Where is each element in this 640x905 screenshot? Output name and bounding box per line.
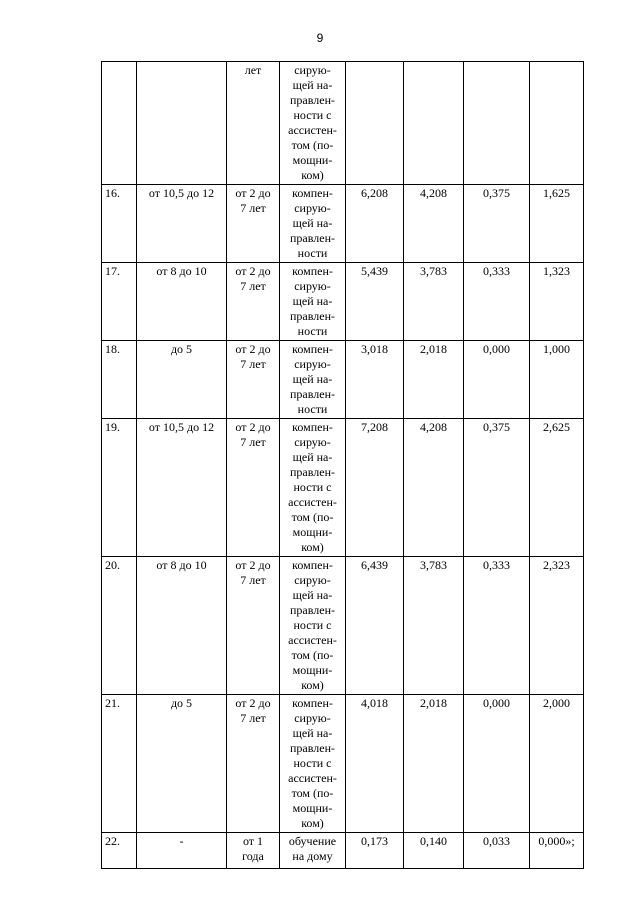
row-number-cell: 20.: [102, 557, 137, 695]
row-number-cell: 16.: [102, 185, 137, 263]
value-cell-1: 6,439: [346, 557, 404, 695]
data-table: [101, 61, 584, 869]
age-range-cell: от 2 до 7 лет: [227, 263, 280, 341]
row-number-cell: [102, 62, 137, 185]
value-cell-1: 3,018: [346, 341, 404, 419]
value-cell-4: [530, 62, 584, 185]
value-cell-4: 2,323: [530, 557, 584, 695]
table-row: [102, 62, 584, 185]
row-number-cell: 17.: [102, 263, 137, 341]
group-type-cell: сирую- щей на- правлен- ности с ассистен- том (по- мощни- ком): [280, 62, 346, 185]
value-cell-1: 7,208: [346, 419, 404, 557]
weight-range-cell: [137, 62, 227, 185]
value-cell-1: 4,018: [346, 695, 404, 833]
table-row: [102, 695, 584, 833]
value-cell-2: 4,208: [404, 185, 464, 263]
value-cell-4: 0,000»;: [530, 833, 584, 869]
table-row: [102, 341, 584, 419]
weight-range-cell: до 5: [137, 695, 227, 833]
value-cell-3: 0,375: [464, 185, 530, 263]
age-range-cell: от 2 до 7 лет: [227, 557, 280, 695]
age-range-cell: от 2 до 7 лет: [227, 341, 280, 419]
weight-range-cell: от 10,5 до 12: [137, 419, 227, 557]
table-row: [102, 557, 584, 695]
value-cell-2: 4,208: [404, 419, 464, 557]
value-cell-3: 0,333: [464, 557, 530, 695]
weight-range-cell: от 8 до 10: [137, 263, 227, 341]
value-cell-2: [404, 62, 464, 185]
value-cell-2: 3,783: [404, 263, 464, 341]
value-cell-2: 0,140: [404, 833, 464, 869]
value-cell-3: 0,000: [464, 341, 530, 419]
weight-range-cell: до 5: [137, 341, 227, 419]
value-cell-4: 1,625: [530, 185, 584, 263]
value-cell-3: 0,333: [464, 263, 530, 341]
group-type-cell: компен- сирую- щей на- правлен- ности с ассистен- том (по- мощни- ком): [280, 695, 346, 833]
age-range-cell: от 2 до 7 лет: [227, 695, 280, 833]
group-type-cell: компен- сирую- щей на- правлен- ности с ассистен- том (по- мощни- ком): [280, 419, 346, 557]
group-type-cell: компен- сирую- щей на- правлен- ности: [280, 341, 346, 419]
value-cell-4: 1,323: [530, 263, 584, 341]
value-cell-1: 5,439: [346, 263, 404, 341]
group-type-cell: обучение на дому: [280, 833, 346, 869]
value-cell-2: 3,783: [404, 557, 464, 695]
table-row: [102, 185, 584, 263]
value-cell-3: 0,000: [464, 695, 530, 833]
age-range-cell: лет: [227, 62, 280, 185]
row-number-cell: 22.: [102, 833, 137, 869]
table-row: [102, 263, 584, 341]
row-number-cell: 21.: [102, 695, 137, 833]
value-cell-1: 6,208: [346, 185, 404, 263]
group-type-cell: компен- сирую- щей на- правлен- ности с ассистен- том (по- мощни- ком): [280, 557, 346, 695]
row-number-cell: 19.: [102, 419, 137, 557]
weight-range-cell: от 10,5 до 12: [137, 185, 227, 263]
value-cell-2: 2,018: [404, 341, 464, 419]
value-cell-3: [464, 62, 530, 185]
table-row: [102, 833, 584, 869]
value-cell-1: [346, 62, 404, 185]
table-row: [102, 419, 584, 557]
weight-range-cell: от 8 до 10: [137, 557, 227, 695]
value-cell-2: 2,018: [404, 695, 464, 833]
value-cell-4: 1,000: [530, 341, 584, 419]
value-cell-1: 0,173: [346, 833, 404, 869]
group-type-cell: компен- сирую- щей на- правлен- ности: [280, 185, 346, 263]
value-cell-3: 0,033: [464, 833, 530, 869]
page-number: 9: [316, 31, 324, 45]
age-range-cell: от 2 до 7 лет: [227, 185, 280, 263]
weight-range-cell: -: [137, 833, 227, 869]
row-number-cell: 18.: [102, 341, 137, 419]
value-cell-3: 0,375: [464, 419, 530, 557]
value-cell-4: 2,625: [530, 419, 584, 557]
group-type-cell: компен- сирую- щей на- правлен- ности: [280, 263, 346, 341]
age-range-cell: от 1 года: [227, 833, 280, 869]
value-cell-4: 2,000: [530, 695, 584, 833]
age-range-cell: от 2 до 7 лет: [227, 419, 280, 557]
